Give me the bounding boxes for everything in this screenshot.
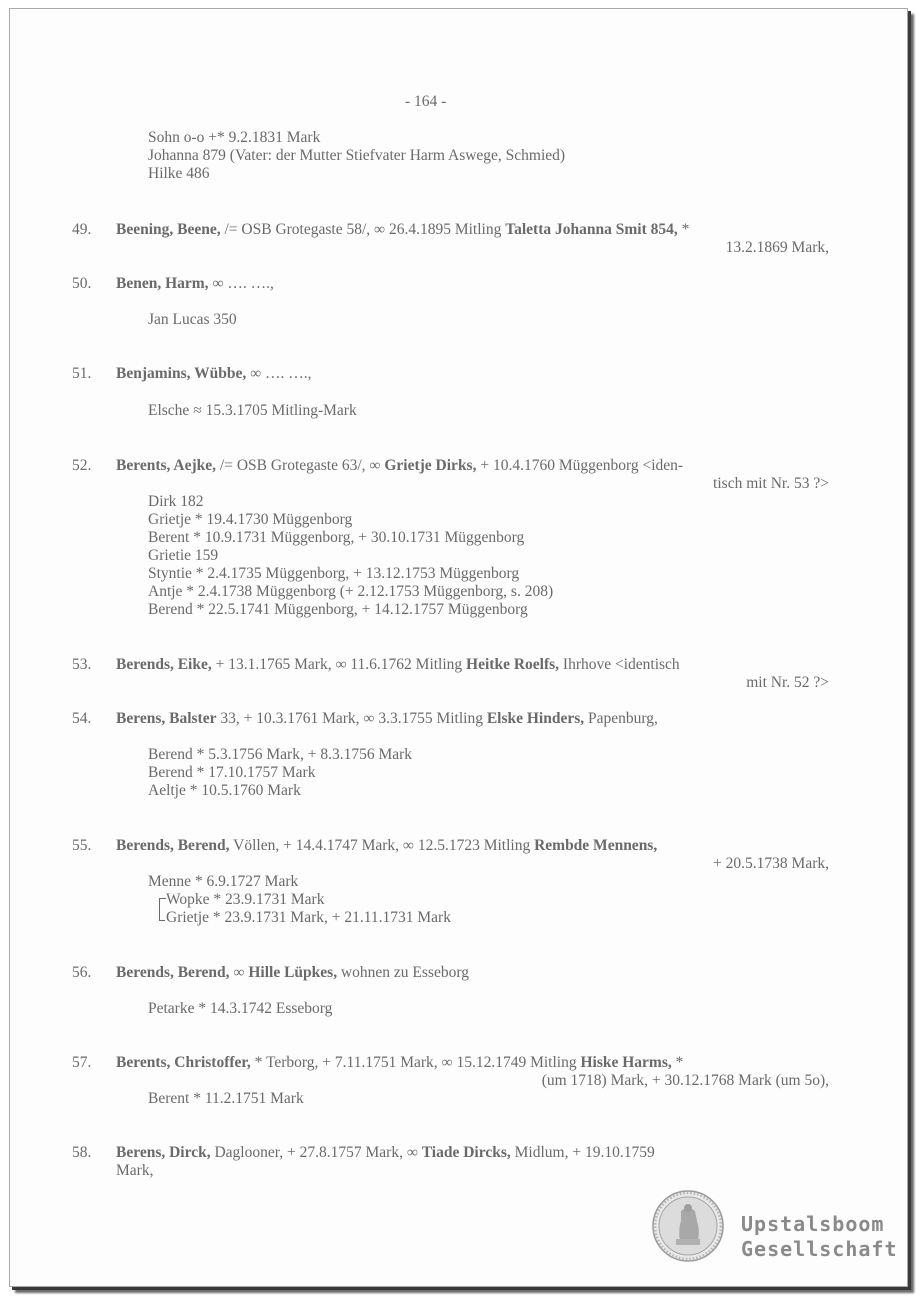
entry-line <box>116 275 274 293</box>
upstalsboom-seal-icon <box>651 1189 725 1263</box>
spouse-name: Taletta Johanna Smit 854, <box>505 221 678 238</box>
child-line: Elsche ≈ 15.3.1705 Mitling-Mark <box>148 402 357 419</box>
entry-number: 57. <box>72 1054 92 1071</box>
entry-number: 52. <box>72 457 92 474</box>
twin-bracket <box>159 898 160 921</box>
child-line: Berent * 11.2.1751 Mark <box>148 1090 304 1107</box>
spouse-name: Hiske Harms, <box>580 1054 672 1071</box>
entry-number: 53. <box>72 656 92 673</box>
entry-name: Berends, Eike, <box>116 656 212 673</box>
entry-details: /= OSB Grotegaste 58/, ∞ 26.4.1895 Mitling <box>220 221 506 238</box>
entry-details: + 13.1.1765 Mark, ∞ 11.6.1762 Mitling <box>211 656 467 673</box>
twin-bracket-top <box>159 898 166 899</box>
entry-line <box>116 365 312 383</box>
entry-name: Benjamins, Wübbe, <box>116 365 247 382</box>
spouse-name: Grietje Dirks, <box>384 457 477 474</box>
entry-continuation: mit Nr. 52 ?> <box>746 674 829 691</box>
entry-name: Berents, Aejke, <box>116 457 217 474</box>
child-line: Berend * 5.3.1756 Mark, + 8.3.1756 Mark <box>148 746 413 763</box>
entry-line <box>116 1054 683 1072</box>
child-line: Hilke 486 <box>148 165 210 182</box>
entry-details: ∞ …. …., <box>208 275 274 292</box>
document-page <box>9 8 908 1287</box>
entry-continuation: 13.2.1869 Mark, <box>725 239 829 256</box>
entry-line <box>116 1144 655 1162</box>
child-line: Berend * 22.5.1741 Müggenborg, + 14.12.1757 Müggenborg <box>148 601 528 618</box>
child-line: Wopke * 23.9.1731 Mark <box>166 891 325 908</box>
child-line: Antje * 2.4.1738 Müggenborg (+ 2.12.1753 Müggenborg, s. 208) <box>148 583 554 600</box>
entry-name: Berends, Berend, <box>116 837 230 854</box>
entry-number: 49. <box>72 221 92 238</box>
entry-details-tail: Papenburg, <box>584 710 658 727</box>
child-line: Menne * 6.9.1727 Mark <box>148 873 299 890</box>
entry-details-tail: + 10.4.1760 Müggenborg <iden- <box>476 457 684 474</box>
child-line: Dirk 182 <box>148 493 204 510</box>
child-line: Sohn o-o +* 9.2.1831 Mark <box>148 129 321 146</box>
entry-line <box>116 964 469 982</box>
spouse-name: Heitke Roelfs, <box>466 656 560 673</box>
twin-bracket-bottom <box>159 920 165 921</box>
entry-details-tail: Midlum, + 19.10.1759 <box>510 1144 655 1161</box>
entry-name: Berents, Christoffer, <box>116 1054 251 1071</box>
entry-number: 56. <box>72 964 92 981</box>
entry-details: /= OSB Grotegaste 63/, ∞ <box>216 457 385 474</box>
spouse-name: Hille Lüpkes, <box>248 964 338 981</box>
child-line: Aeltje * 10.5.1760 Mark <box>148 782 301 799</box>
entry-line <box>116 457 683 475</box>
spouse-name: Elske Hinders, <box>486 710 585 727</box>
entry-continuation: + 20.5.1738 Mark, <box>713 855 829 872</box>
entry-line <box>116 837 657 855</box>
entry-details-tail: * <box>677 221 690 238</box>
entry-continuation: tisch mit Nr. 53 ?> <box>713 475 829 492</box>
entry-details: Völlen, + 14.4.1747 Mark, ∞ 12.5.1723 Mitling <box>229 837 535 854</box>
entry-name: Beening, Beene, <box>116 221 221 238</box>
entry-line <box>116 656 680 674</box>
child-line: Johanna 879 (Vater: der Mutter Stiefvater Harm Aswege, Schmied) <box>148 147 566 164</box>
entry-details: ∞ …. …., <box>246 365 312 382</box>
entry-number: 50. <box>72 275 92 292</box>
child-line: Berent * 10.9.1731 Müggenborg, + 30.10.1731 Müggenborg <box>148 529 525 546</box>
entry-name: Berends, Berend, <box>116 964 230 981</box>
entry-details-tail: * <box>671 1054 684 1071</box>
logo-line-1: Upstalsboom <box>741 1212 885 1236</box>
entry-details-tail: Ihrhove <identisch <box>559 656 680 673</box>
entry-details: * Terborg, + 7.11.1751 Mark, ∞ 15.12.1749 Mitling <box>250 1054 581 1071</box>
child-line: Grietje * 23.9.1731 Mark, + 21.11.1731 Mark <box>166 909 451 926</box>
logo-line-2: Gesellschaft <box>741 1237 898 1261</box>
child-line: Petarke * 14.3.1742 Esseborg <box>148 1000 333 1017</box>
entry-line <box>116 221 689 239</box>
entry-name: Berens, Dirck, <box>116 1144 211 1161</box>
entry-continuation: Mark, <box>116 1162 154 1179</box>
child-line: Jan Lucas 350 <box>148 311 237 328</box>
entry-number: 55. <box>72 837 92 854</box>
entry-name: Berens, Balster <box>116 710 217 727</box>
page-number: - 164 - <box>405 93 447 110</box>
entry-continuation: (um 1718) Mark, + 30.12.1768 Mark (um 5o), <box>541 1072 829 1089</box>
child-line: Grietie 159 <box>148 547 219 564</box>
child-line: Berend * 17.10.1757 Mark <box>148 764 316 781</box>
spouse-name: Tiade Dircks, <box>421 1144 511 1161</box>
spouse-name: Rembde Mennens, <box>534 837 658 854</box>
entry-line <box>116 710 658 728</box>
entry-number: 58. <box>72 1144 92 1161</box>
entry-details: ∞ <box>229 964 249 981</box>
child-line: Styntie * 2.4.1735 Müggenborg, + 13.12.1753 Müggenborg <box>148 565 520 582</box>
child-line: Grietje * 19.4.1730 Müggenborg <box>148 511 353 528</box>
entry-details-tail: wohnen zu Esseborg <box>337 964 469 981</box>
entry-number: 51. <box>72 365 92 382</box>
entry-name: Benen, Harm, <box>116 275 209 292</box>
entry-number: 54. <box>72 710 92 727</box>
entry-details: 33, + 10.3.1761 Mark, ∞ 3.3.1755 Mitling <box>216 710 487 727</box>
entry-details: Daglooner, + 27.8.1757 Mark, ∞ <box>210 1144 422 1161</box>
